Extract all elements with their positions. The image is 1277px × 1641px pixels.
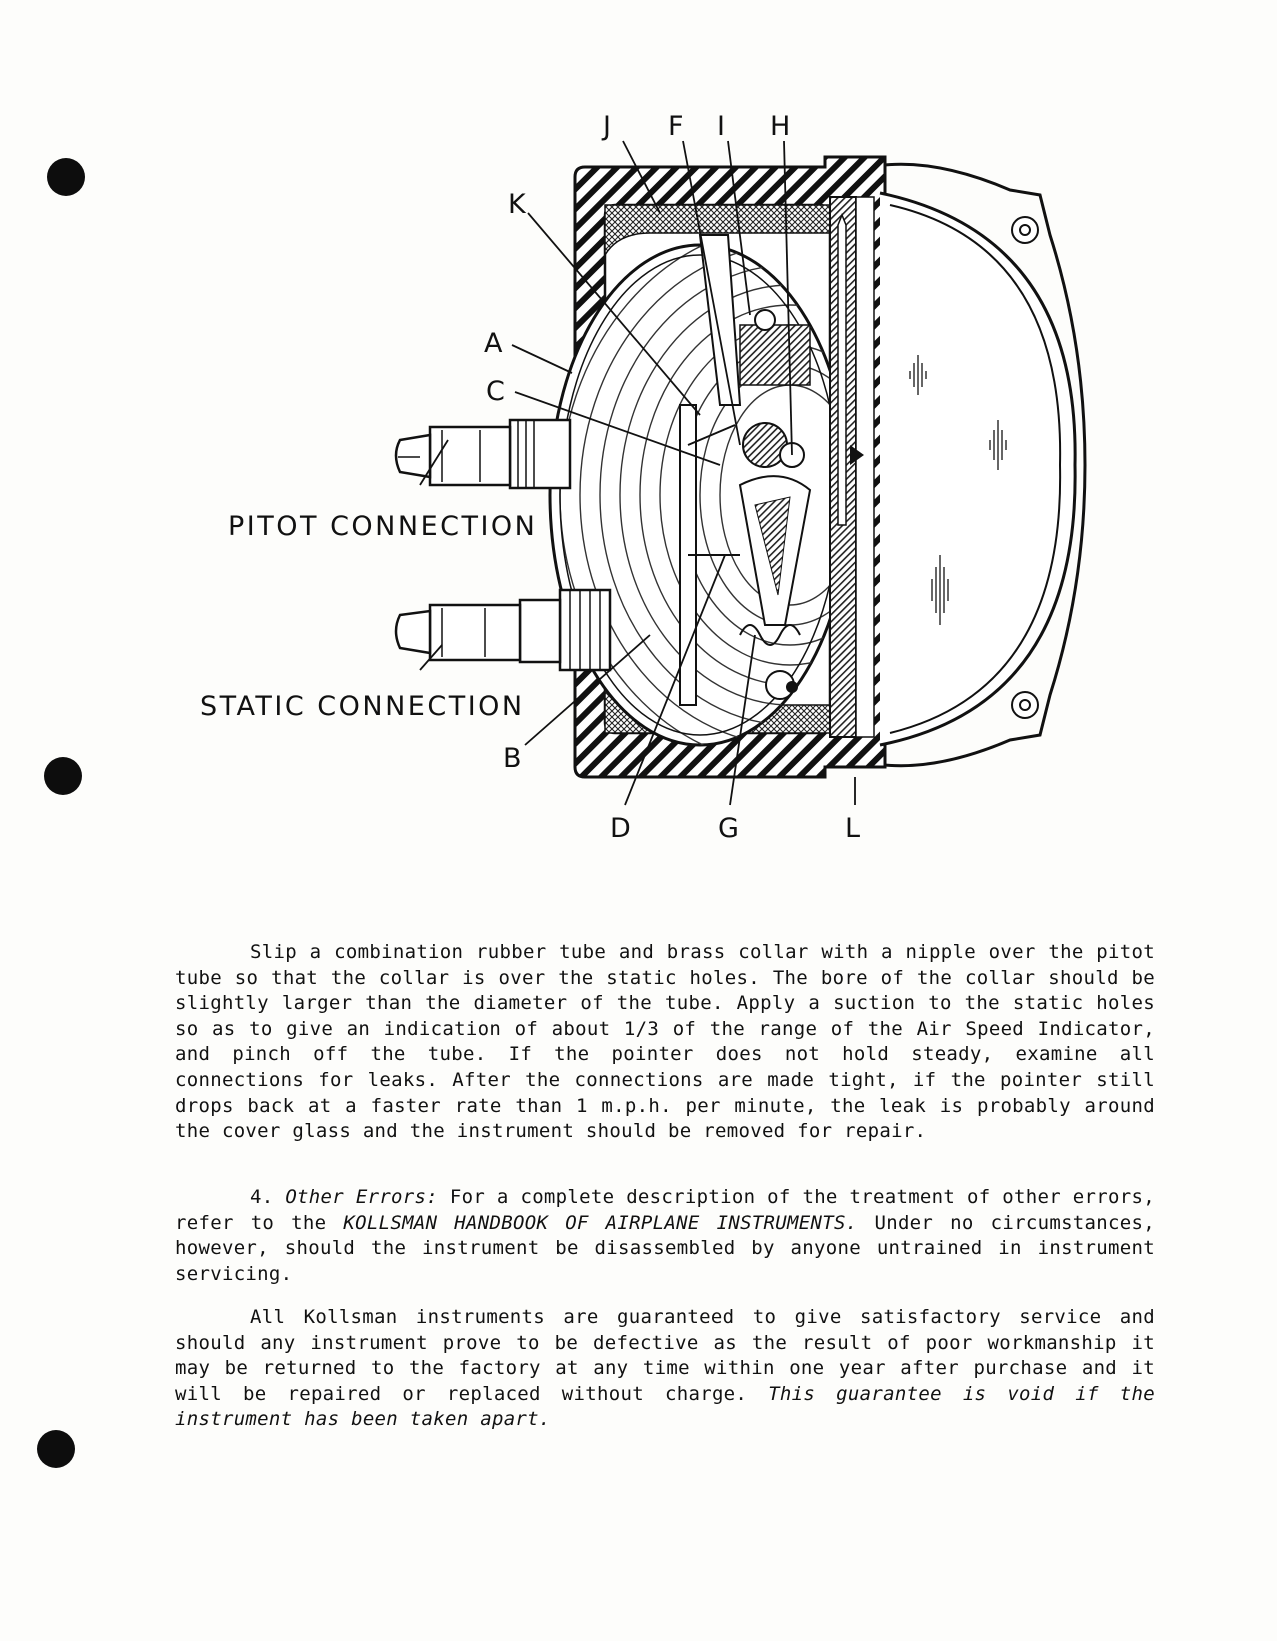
paragraph-guarantee [175,1305,1155,1433]
body-text [175,940,1155,1145]
bezel-and-cover-glass [880,164,1085,765]
static-fitting [396,590,610,670]
pitot-connection-label: PITOT CONNECTION [228,511,538,542]
other-errors-text-a: For a complete description of the treatment of other errors, refer to the [175,1186,1155,1234]
handbook-title: KOLLSMAN HANDBOOK OF AIRPLANE INSTRUMENTS. [343,1211,858,1234]
paragraph-other-errors [175,1185,1155,1287]
other-errors-heading: Other Errors: [285,1186,439,1208]
label-B: B [503,743,523,774]
binder-hole-bottom [37,1430,75,1468]
label-H: H [770,111,792,142]
label-A: A [484,328,504,359]
binder-hole-top [47,158,85,196]
body-text-guarantee [175,1305,1155,1433]
guarantee-void-note: This guarantee is void if the instrument has been taken apart. [175,1382,1155,1431]
binder-hole-middle [44,757,82,795]
label-C: C [486,376,506,407]
label-D: D [610,813,632,844]
body-text-other-errors [175,1185,1155,1287]
label-F: F [668,111,685,142]
label-I: I [717,111,726,142]
guarantee-text: All Kollsman instruments are guaranteed to give satisfactory service and should any instrument prove to be defective as the result of poor workmanship it may be returned to the factory at any time within one year after purchase and it will be repaired or replaced without charge. [175,1306,1155,1405]
label-J: J [603,111,612,142]
pitot-fitting [396,420,570,488]
item-number: 4. [250,1186,274,1208]
other-errors-text-b: Under no circumstances, however, should the instrument be disassembled by anyone untrained in instrument servicing. [175,1211,1155,1285]
label-K: K [508,189,527,220]
label-L: L [845,813,862,844]
airspeed-indicator-cutaway-diagram [180,105,1140,885]
screw-top [755,310,775,330]
paragraph-static-test: Slip a combination rubber tube and brass collar with a nipple over the pitot tube so that the collar is over the static holes. The bore of the collar should be slightly larger than the diameter of the tube. Apply a suction to the static holes so as to give an indication of about 1/3 of the range of the Air Speed Indicator, and pinch off the tube. If the pointer does not hold steady, examine all connections for leaks. After the connections are made tight, if the pointer still drops back at a faster rate than 1 m.p.h. per minute, the leak is probably around the cover glass and the instrument should be removed for repair. [175,941,1155,1143]
static-connection-label: STATIC CONNECTION [200,691,525,722]
label-G: G [718,813,740,844]
